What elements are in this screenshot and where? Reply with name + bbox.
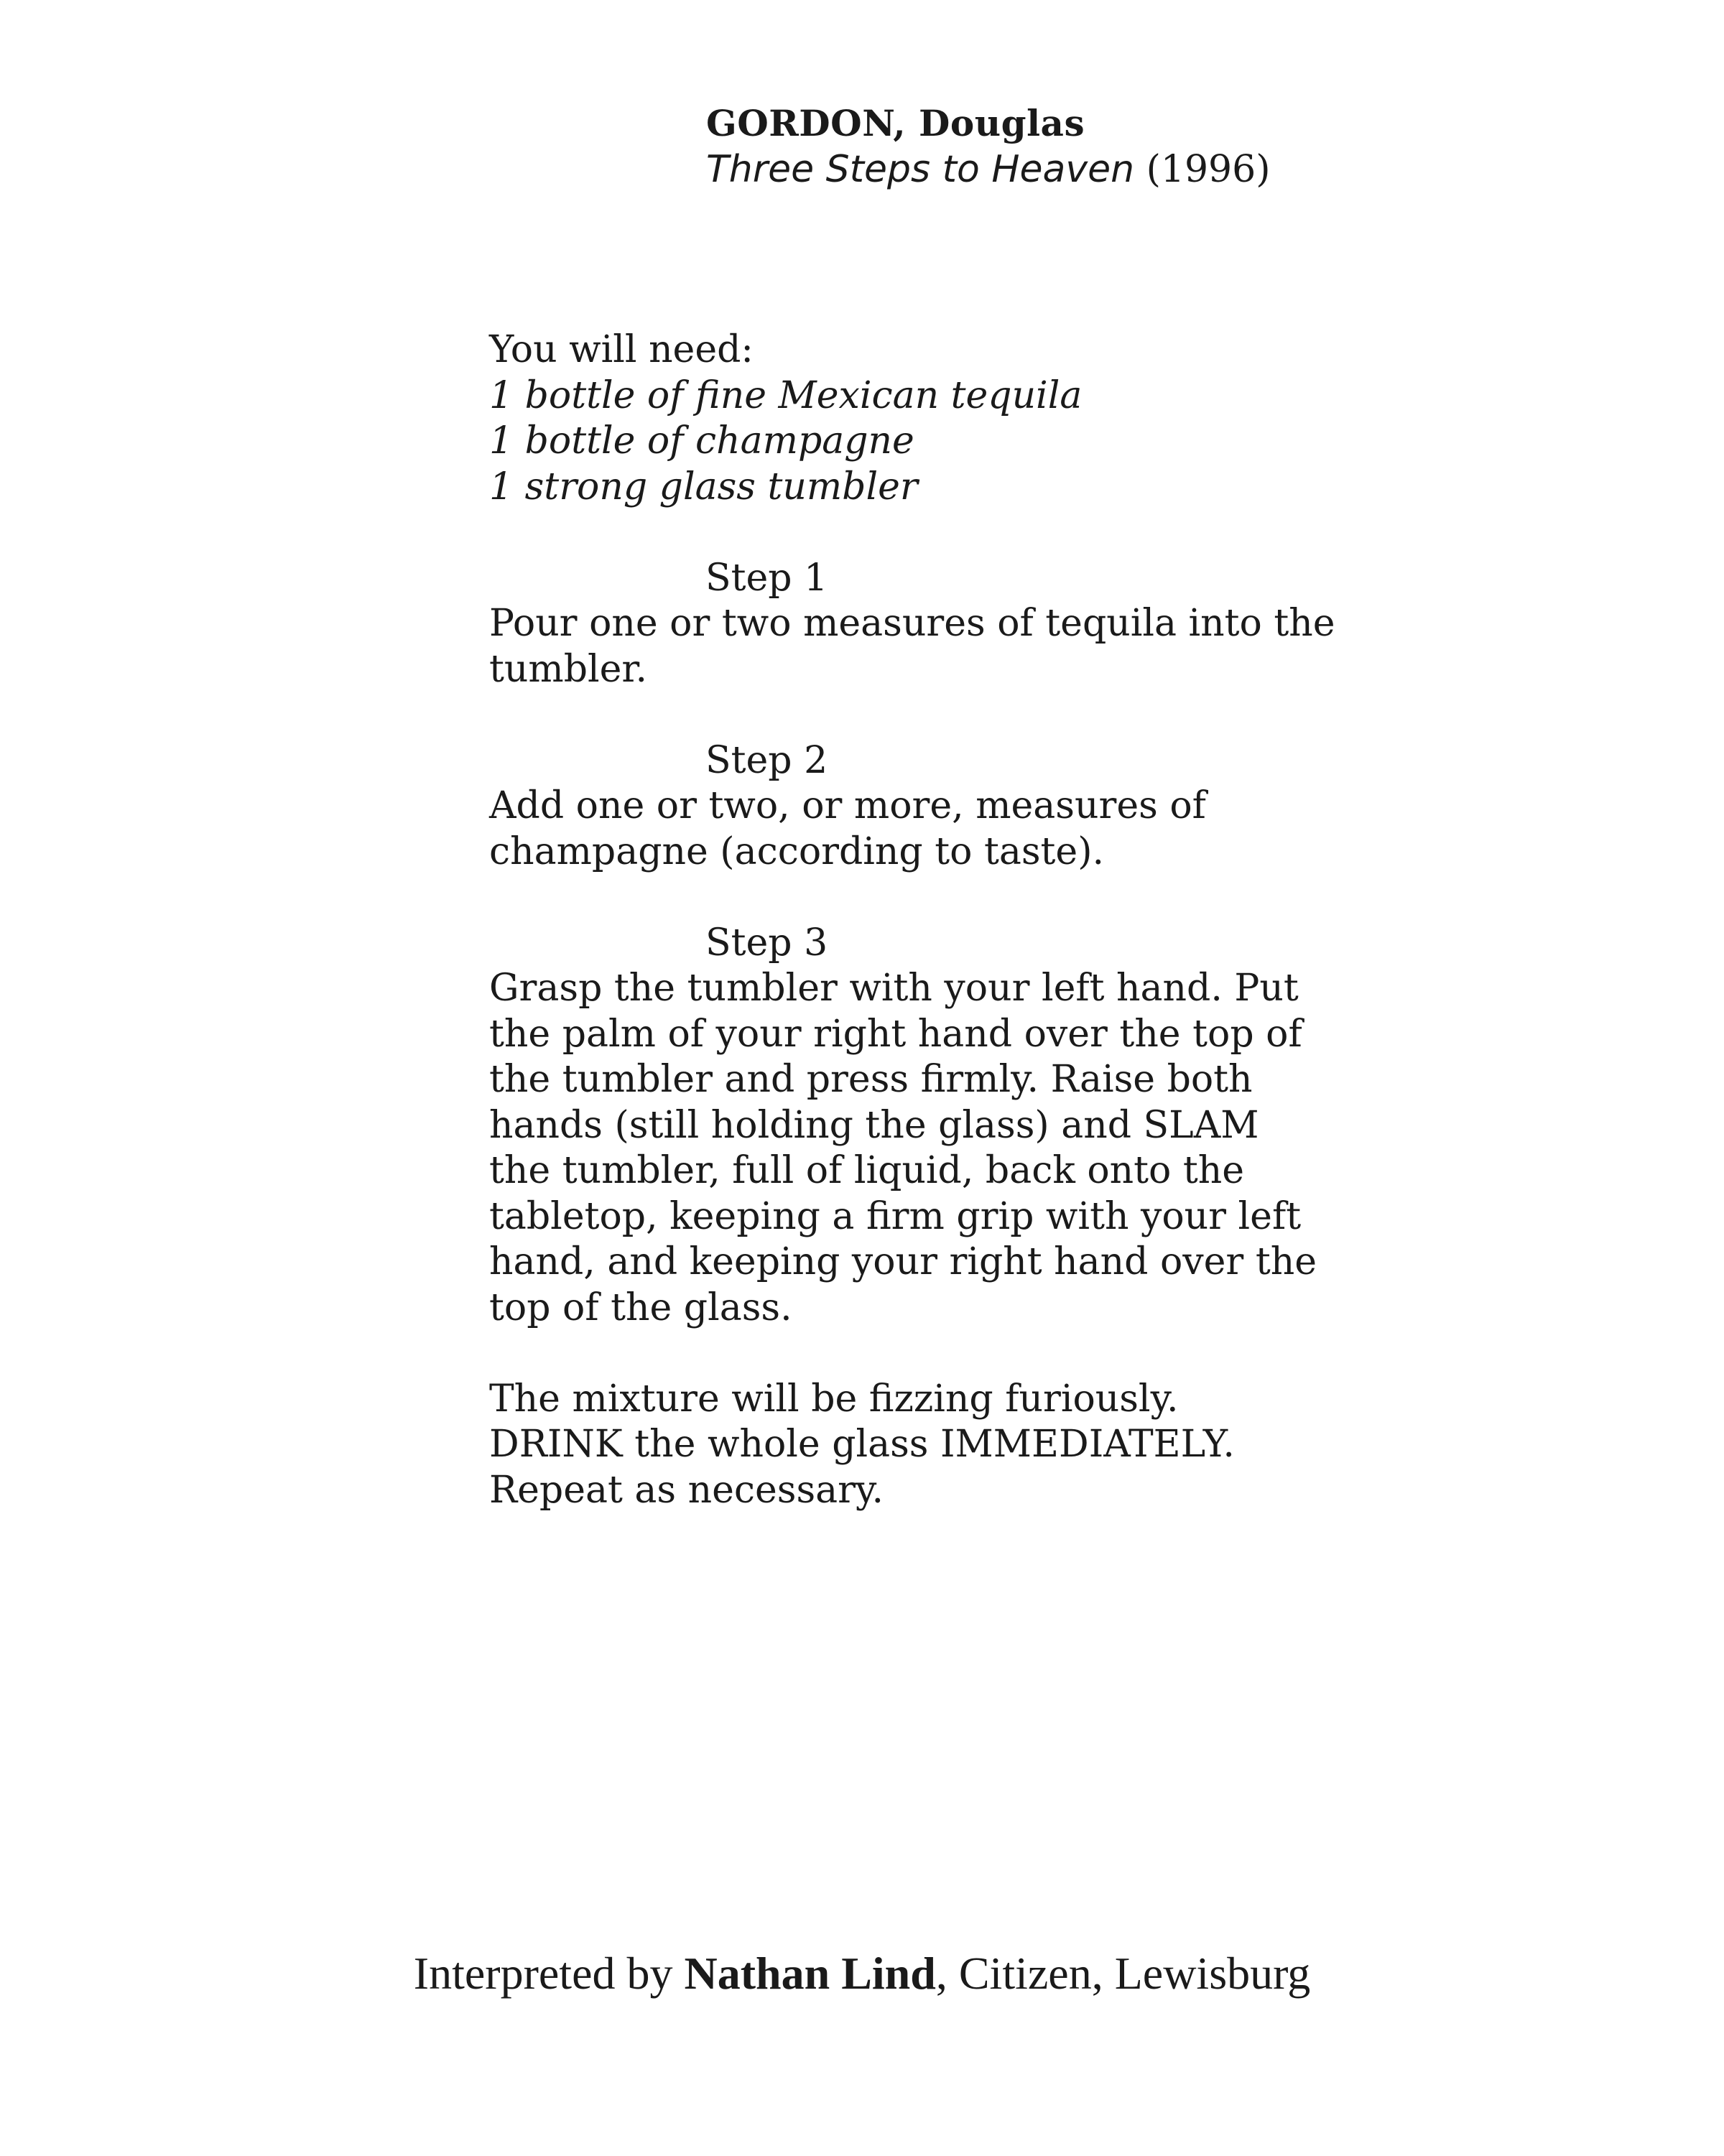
need-label: You will need: [489,328,754,371]
work-year: (1996) [1146,148,1271,191]
step-3-text: tabletop, keeping a firm grip with your left [489,1194,1302,1238]
step-2-text: Add one or two, or more, measures of [489,784,1206,827]
closing-text: The mixture will be fizzing furiously. [489,1377,1179,1421]
artwork-header [706,101,1640,192]
step-1-text: tumbler. [489,647,648,691]
spacer [489,875,1409,921]
ingredient-item: 1 bottle of champagne [489,419,914,463]
ingredient-item: 1 strong glass tumbler [489,465,918,508]
step-1-text: Pour one or two measures of tequila into the [489,602,1335,645]
step-3-text: hands (still holding the glass) and SLAM [489,1103,1259,1147]
instructions-body [489,327,1409,1513]
step-3-text: hand, and keeping your right hand over the [489,1240,1317,1283]
credit-suffix: , Citizen, Lewisburg [935,1948,1311,1999]
credit-prefix: Interpreted by [413,1948,685,1999]
closing-text: Repeat as necessary. [489,1468,884,1512]
step-2-label: Step 2 [705,738,828,782]
step-3-text: the palm of your right hand over the top of [489,1012,1302,1056]
step-3-text: the tumbler and press firmly. Raise both [489,1058,1253,1101]
step-1-label: Step 1 [705,556,828,600]
step-3-label: Step 3 [705,921,828,965]
closing-text: DRINK the whole glass IMMEDIATELY. [489,1423,1235,1466]
work-title: Three Steps to Heaven [706,148,1135,191]
step-3-text: the tumbler, full of liquid, back onto the [489,1149,1245,1192]
step-2-text: champagne (according to taste). [489,830,1105,873]
work-title-line [706,147,1640,192]
interpreter-name: Nathan Lind [684,1948,936,1999]
step-3-text: top of the glass. [489,1286,792,1329]
spacer [489,510,1409,556]
step-3-text: Grasp the tumbler with your left hand. Put [489,967,1299,1010]
interpreter-credit [0,1945,1724,2002]
spacer [489,1331,1409,1377]
ingredient-item: 1 bottle of fine Mexican tequila [489,373,1083,417]
spacer [489,692,1409,738]
artist-name: GORDON, Douglas [706,102,1085,144]
